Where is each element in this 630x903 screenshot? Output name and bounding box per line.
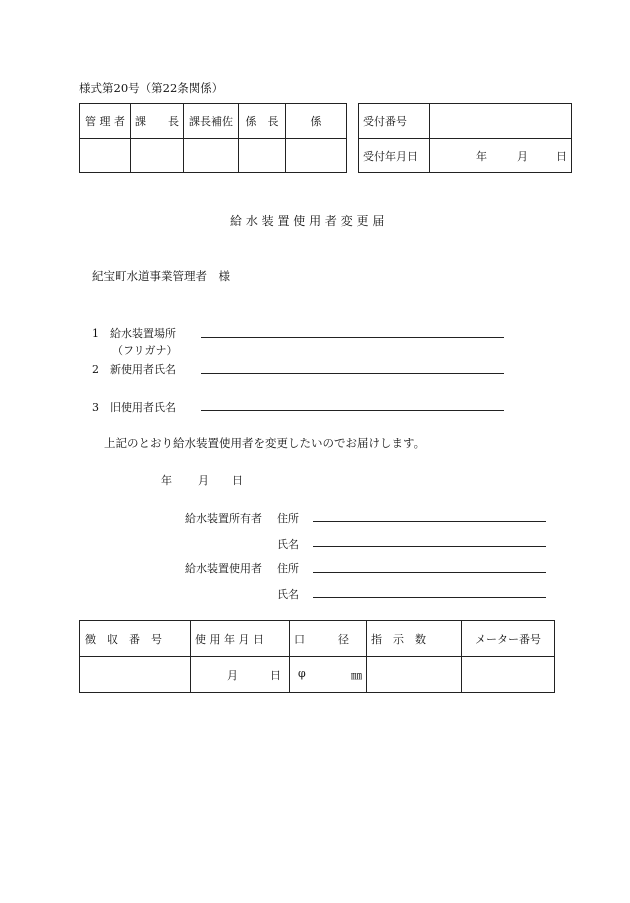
approval-header-staff: 係 <box>286 104 347 139</box>
form-title: 給 水 装 置 使 用 者 変 更 届 <box>230 214 385 228</box>
field-label-old-user: 3 旧使用者氏名 <box>92 401 176 414</box>
mm-unit: ㎜ <box>351 668 362 682</box>
approval-stamp-section-chief[interactable] <box>131 139 184 173</box>
meter-table <box>79 620 555 693</box>
approval-header-subsection-chief: 係 長 <box>239 104 286 139</box>
receipt-number-field[interactable] <box>430 104 572 139</box>
addressee: 紀宝町水道事業管理者 様 <box>92 269 230 283</box>
user-address-label: 住所 <box>277 562 299 575</box>
approval-header-section-chief: 課 長 <box>131 104 184 139</box>
owner-name-line[interactable] <box>313 546 546 547</box>
header-diameter: 口 径 <box>290 621 367 657</box>
new-user-input-line[interactable] <box>201 373 504 374</box>
approval-stamp-assistant-chief[interactable] <box>184 139 239 173</box>
reading-field[interactable] <box>367 657 462 693</box>
collection-number-field[interactable] <box>80 657 191 693</box>
receipt-table <box>358 103 572 173</box>
owner-address-label: 住所 <box>277 512 299 525</box>
statement: 上記のとおり給水装置使用者を変更したいのでお届けします。 <box>104 436 426 450</box>
header-reading: 指 示 数 <box>367 621 462 657</box>
header-meter-number: メーター番号 <box>462 621 555 657</box>
meter-number-field[interactable] <box>462 657 555 693</box>
approval-table <box>79 103 347 173</box>
owner-name-label: 氏名 <box>277 538 299 551</box>
location-input-line[interactable] <box>201 337 504 338</box>
user-role: 給水装置使用者 <box>185 562 262 575</box>
approval-stamp-staff[interactable] <box>286 139 347 173</box>
receipt-date-label: 受付年月日 <box>359 139 430 173</box>
approval-header-manager: 管 理 者 <box>80 104 131 139</box>
approval-stamp-manager[interactable] <box>80 139 131 173</box>
receipt-date-year: 年 <box>476 149 487 163</box>
receipt-date-day: 日 <box>556 149 567 163</box>
diameter-field[interactable] <box>290 657 367 693</box>
receipt-date-field[interactable] <box>430 139 572 173</box>
receipt-date-month: 月 <box>517 149 528 163</box>
date-month: 月 <box>198 474 209 487</box>
field-label-new-user: 2 新使用者氏名 <box>92 363 176 376</box>
phi-symbol: φ <box>298 666 306 680</box>
user-name-label: 氏名 <box>277 588 299 601</box>
header-usage-date: 使 用 年 月 日 <box>191 621 290 657</box>
form-number: 様式第20号（第22条関係） <box>79 81 224 95</box>
receipt-number-label: 受付番号 <box>359 104 430 139</box>
approval-stamp-subsection-chief[interactable] <box>239 139 286 173</box>
user-address-line[interactable] <box>313 572 546 573</box>
date-day: 日 <box>232 474 243 487</box>
usage-month: 月 <box>227 668 238 682</box>
usage-day: 日 <box>270 668 281 682</box>
date-year: 年 <box>161 474 172 487</box>
header-collection-number: 徴 収 番 号 <box>80 621 191 657</box>
owner-role: 給水装置所有者 <box>185 512 262 525</box>
field-label-location: 1 給水装置場所 <box>92 327 176 340</box>
field-label-furigana: （フリガナ） <box>112 344 178 357</box>
owner-address-line[interactable] <box>313 521 546 522</box>
usage-date-field[interactable] <box>191 657 290 693</box>
user-name-line[interactable] <box>313 597 546 598</box>
old-user-input-line[interactable] <box>201 410 504 411</box>
approval-header-assistant-chief: 課長補佐 <box>184 104 239 139</box>
